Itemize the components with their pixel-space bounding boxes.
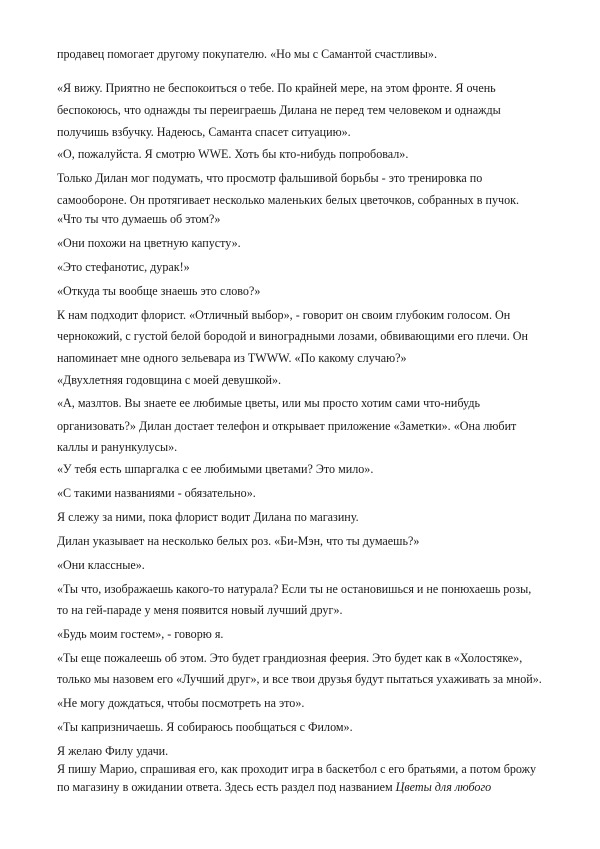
text-line-last-plain: по магазину в ожидании ответа. Здесь есть раздел под названием <box>57 780 396 794</box>
text-line: «У тебя есть шпаргалка с ее любимыми цветами? Это мило». <box>57 462 374 476</box>
text-line: то на гей-параде у меня появится новый лучший друг». <box>57 603 343 617</box>
text-line: «Ты что, изображаешь какого-то натурала? Если ты не остановишься и не понюхаешь розы, <box>57 582 532 596</box>
text-line: «Ты еще пожалеешь об этом. Это будет грандиозная феерия. Это будет как в «Холостяке», <box>57 651 523 665</box>
text-line: Дилан указывает на несколько белых роз. «Би-Мэн, что ты думаешь?» <box>57 534 420 548</box>
text-line: «Это стефанотис, дурак!» <box>57 260 190 274</box>
text-line: «Что ты что думаешь об этом?» <box>57 212 221 226</box>
text-line: «А, мазлтов. Вы знаете ее любимые цветы, или мы просто хотим сами что-нибудь <box>57 396 480 410</box>
text-line: К нам подходит флорист. «Отличный выбор», - говорит он своим глубоким голосом. Он <box>57 308 511 322</box>
text-line: Я пишу Марио, спрашивая его, как проходит игра в баскетбол с его братьями, а потом брожу <box>57 762 537 776</box>
text-line: каллы и ранункулусы». <box>57 440 178 454</box>
text-line: «Будь моим гостем», - говорю я. <box>57 627 224 641</box>
text-line-last <box>57 779 491 795</box>
text-line: только мы назовем его «Лучший друг», и все твои друзья будут пытаться ухаживать за мной». <box>57 672 542 686</box>
text-line: напоминает мне одного зельевара из TWWW. «По какому случаю?» <box>57 351 407 365</box>
text-line: организовать?» Дилан достает телефон и открывает приложение «Заметки». «Она любит <box>57 419 517 433</box>
text-line: продавец помогает другому покупателю. «Но мы с Самантой счастливы». <box>57 47 437 61</box>
text-line: Я слежу за ними, пока флорист водит Дилана по магазину. <box>57 510 359 524</box>
text-line: самообороне. Он протягивает несколько маленьких белых цветочков, собранных в пучок. <box>57 193 520 207</box>
text-line: «Ты капризничаешь. Я собираюсь пообщаться с Филом». <box>57 720 353 734</box>
text-line: беспокоюсь, что однажды ты переиграешь Дилана не перед тем человеком и однажды <box>57 103 501 117</box>
text-line: «Не могу дождаться, чтобы посмотреть на это». <box>57 696 305 710</box>
italic-title: Цветы для любого <box>395 780 492 794</box>
text-line: «Они классные». <box>57 558 145 572</box>
text-line: «Они похожи на цветную капусту». <box>57 236 241 250</box>
text-line: получишь взбучку. Надеюсь, Саманта спасет ситуацию». <box>57 125 351 139</box>
text-line: «С такими названиями - обязательно». <box>57 486 256 500</box>
text-line: «Двухлетняя годовщина с моей девушкой». <box>57 373 282 387</box>
text-line: Я желаю Филу удачи. <box>57 744 169 758</box>
text-line: «О, пожалуйста. Я смотрю WWE. Хоть бы кто-нибудь попробовал». <box>57 147 409 161</box>
text-line: чернокожий, с густой белой бородой и виноградными лозами, обвивающими его плечи. Он <box>57 329 528 343</box>
text-line: «Откуда ты вообще знаешь это слово?» <box>57 284 261 298</box>
text-line: «Я вижу. Приятно не беспокоиться о тебе. По крайней мере, на этом фронте. Я очень <box>57 81 496 95</box>
text-line: Только Дилан мог подумать, что просмотр фальшивой борьбы - это тренировка по <box>57 171 483 185</box>
